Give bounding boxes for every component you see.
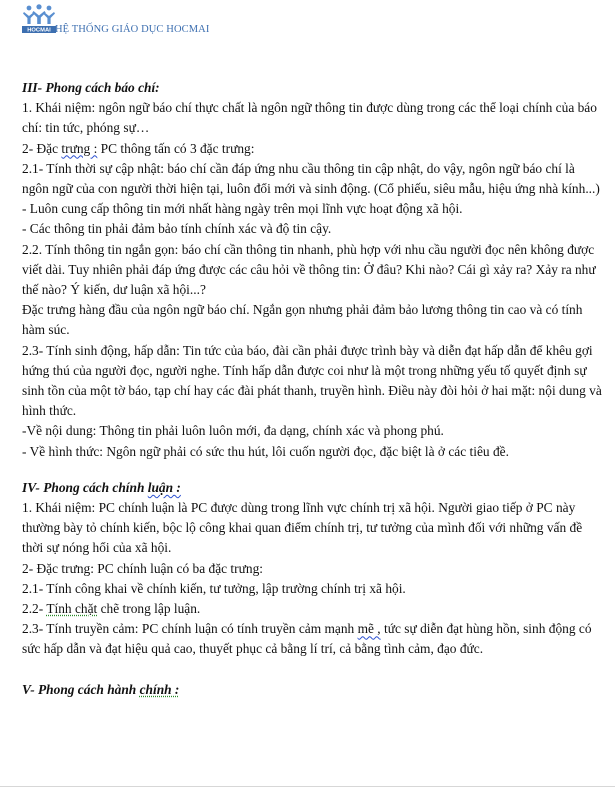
document-header xyxy=(22,4,322,34)
paragraph: 1. Khái niệm: PC chính luận là PC được dùng trong lĩnh vực chính trị xã hội. Người giao tiếp ở PC này thường bày tỏ chính kiến, bộc lộ công khai quan điểm chính trị, tư tưởng của mình đối với những vấn đề thời sự nóng hổi của xã hội. xyxy=(22,500,583,556)
paragraph: 2.1- Tính thời sự cập nhật: báo chí cần đáp ứng nhu cầu thông tin cập nhật, do vậy, ngôn ngữ báo chí là ngôn ngữ của con người thời hiện tại, luôn đổi mới và sinh động. (Cổ phiếu, siêu mẫu, hiệu ứng nhà kính...) xyxy=(22,160,600,197)
paragraph: -Về nội dung: Thông tin phải luôn luôn mới, đa dạng, chính xác và phong phú. xyxy=(22,423,444,439)
paragraph: - Các thông tin phải đảm bảo tính chính xác và độ tin cậy. xyxy=(22,221,332,237)
document-body xyxy=(22,78,602,700)
paragraph: - Về hình thức: Ngôn ngữ phải có sức thu hút, lôi cuốn người đọc, đặc biệt là ở các tiêu đề. xyxy=(22,443,509,459)
logo-text: HOCMAI xyxy=(27,27,51,34)
paragraph: Đặc trưng hàng đầu của ngôn ngữ báo chí. Ngắn gọn nhưng phải đảm bảo lương thông tin cao và có tính hàm súc. xyxy=(22,302,583,338)
paragraph: - Luôn cung cấp thông tin mới nhất hàng ngày trên mọi lĩnh vực hoạt động xã hội. xyxy=(22,201,463,217)
paragraph: 2.2- Tính chặt chẽ trong lập luận. xyxy=(22,601,201,617)
paragraph: 2.1- Tính công khai về chính kiến, tư tưởng, lập trường chính trị xã hội. xyxy=(22,580,406,596)
section-heading-3: III- Phong cách báo chí: xyxy=(22,80,160,95)
header-title: HỆ THỐNG GIÁO DỤC HOCMAI xyxy=(55,24,210,35)
paragraph: 2.3- Tính truyền cảm: PC chính luận có tính truyền cảm mạnh mẽ , tức sự diễn đạt hùng hồn, sinh động có sức hấp dẫn và đạt hiệu quả cao, thuyết phục cả bằng lí trí, cả bằng tình cảm, đạo đức. xyxy=(22,621,592,657)
section-heading-5: V- Phong cách hành chính : xyxy=(22,681,180,697)
paragraph: 2- Đặc trưng: PC chính luận có ba đặc trưng: xyxy=(22,560,263,576)
hocmai-logo-icon xyxy=(22,4,56,34)
paragraph: 1. Khái niệm: ngôn ngữ báo chí thực chất là ngôn ngữ thông tin được dùng trong các thể loại chính của báo chí: tin tức, phóng sự… xyxy=(22,100,597,136)
paragraph: 2.3- Tính sinh động, hấp dẫn: Tin tức của báo, đài cần phải được trình bày và diễn đạt hấp dẫn để khêu gợi hứng thú của người đọc, người nghe. Tính hấp dẫn được coi như là một trong những yếu tố quyết định sự sinh tồn của một tờ báo, tạp chí hay các đài phát thanh, truyền hình. Điều này đòi hỏi ở hai mặt: nội dung và hình thức. xyxy=(22,342,602,419)
paragraph: 2.2. Tính thông tin ngắn gọn: báo chí cần thông tin nhanh, phù hợp với nhu cầu người đọc nên không được viết dài. Tuy nhiên phải đáp ứng được các câu hỏi về thông tin: Ở đâu? Khi nào? Cái gì xảy ra? Xảy ra như thế nào? Ý kiến, dư luận xã hội...? xyxy=(22,241,596,298)
section-heading-4: IV- Phong cách chính luận : xyxy=(22,479,181,495)
paragraph: 2- Đặc trưng : PC thông tấn có 3 đặc trưng: xyxy=(22,140,255,156)
